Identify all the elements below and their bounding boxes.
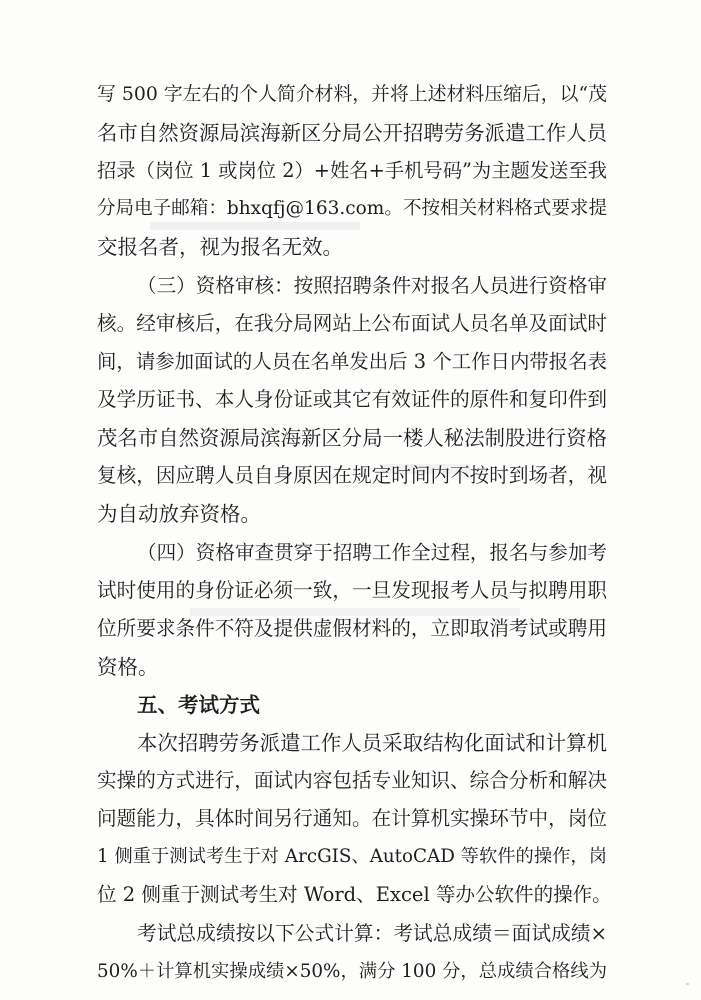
bleed-through-mark [150,222,360,230]
paragraph-2-line-2: 核。经审核后，在我分局网站上公布面试人员名单及面试时 [97,312,607,335]
paragraph-3-line-2: 试时使用的身份证必须一致，一旦发现报考人员与拟聘用职 [97,579,607,602]
scan-speck [686,983,689,985]
paragraph-2-line-4: 及学历证书、本人身份证或其它有效证件的原件和复印件到 [97,388,607,411]
paragraph-4-line-1: 本次招聘劳务派遣工作人员采取结构化面试和计算机 [137,731,607,755]
paragraph-1-line-4: 分局电子邮箱：bhxqfj@163.com。不按相关材料格式要求提 [97,198,607,219]
paragraph-2-line-3: 间，请参加面试的人员在名单发出后 3 个工作日内带报名表 [97,350,607,373]
paragraph-1-line-1: 写 500 字左右的个人简介材料，并将上述材料压缩后，以“茂 [97,84,607,105]
paragraph-2-line-5: 茂名市自然资源局滨海新区分局一楼人秘法制股进行资格 [97,426,607,450]
paragraph-3-line-1: （四）资格审查贯穿于招聘工作全过程，报名与参加考 [137,541,607,564]
bleed-through-mark [190,608,520,616]
paragraph-4-line-5: 位 2 侧重于测试考生对 Word、Excel 等办公软件的操作。 [97,883,612,906]
paragraph-2-line-7: 为自动放弃资格。 [97,502,261,526]
paragraph-4-line-2: 实操的方式进行，面试内容包括专业知识、综合分析和解决 [97,769,607,792]
paragraph-2-line-1: （三）资格审核：按照招聘条件对报名人员进行资格审 [137,274,607,297]
paragraph-4-line-3: 问题能力，具体时间另行通知。在计算机实操环节中，岗位 [97,807,607,830]
paragraph-5-line-2: 50%＋计算机实操成绩×50%，满分 100 分，总成绩合格线为 [97,961,608,982]
paragraph-1-line-2: 名市自然资源局滨海新区分局公开招聘劳务派遣工作人员 [97,121,607,145]
paragraph-5-line-1: 考试总成绩按以下公式计算：考试总成绩＝面试成绩× [137,922,607,945]
paragraph-4-line-4: 1 侧重于测试考生于对 ArcGIS、AutoCAD 等软件的操作，岗 [97,846,607,867]
paragraph-3-line-3: 位所要求条件不符及提供虚假材料的，立即取消考试或聘用 [97,617,607,640]
section-heading: 五、考试方式 [137,693,260,717]
paragraph-3-line-4: 资格。 [97,655,159,679]
paragraph-2-line-6: 复核，因应聘人员自身原因在规定时间内不按时到场者，视 [97,464,607,487]
paragraph-1-line-3: 招录（岗位 1 或岗位 2）+姓名+手机号码”为主题发送至我 [97,159,608,182]
paragraph-1-line-5: 交报名者，视为报名无效。 [97,235,343,259]
